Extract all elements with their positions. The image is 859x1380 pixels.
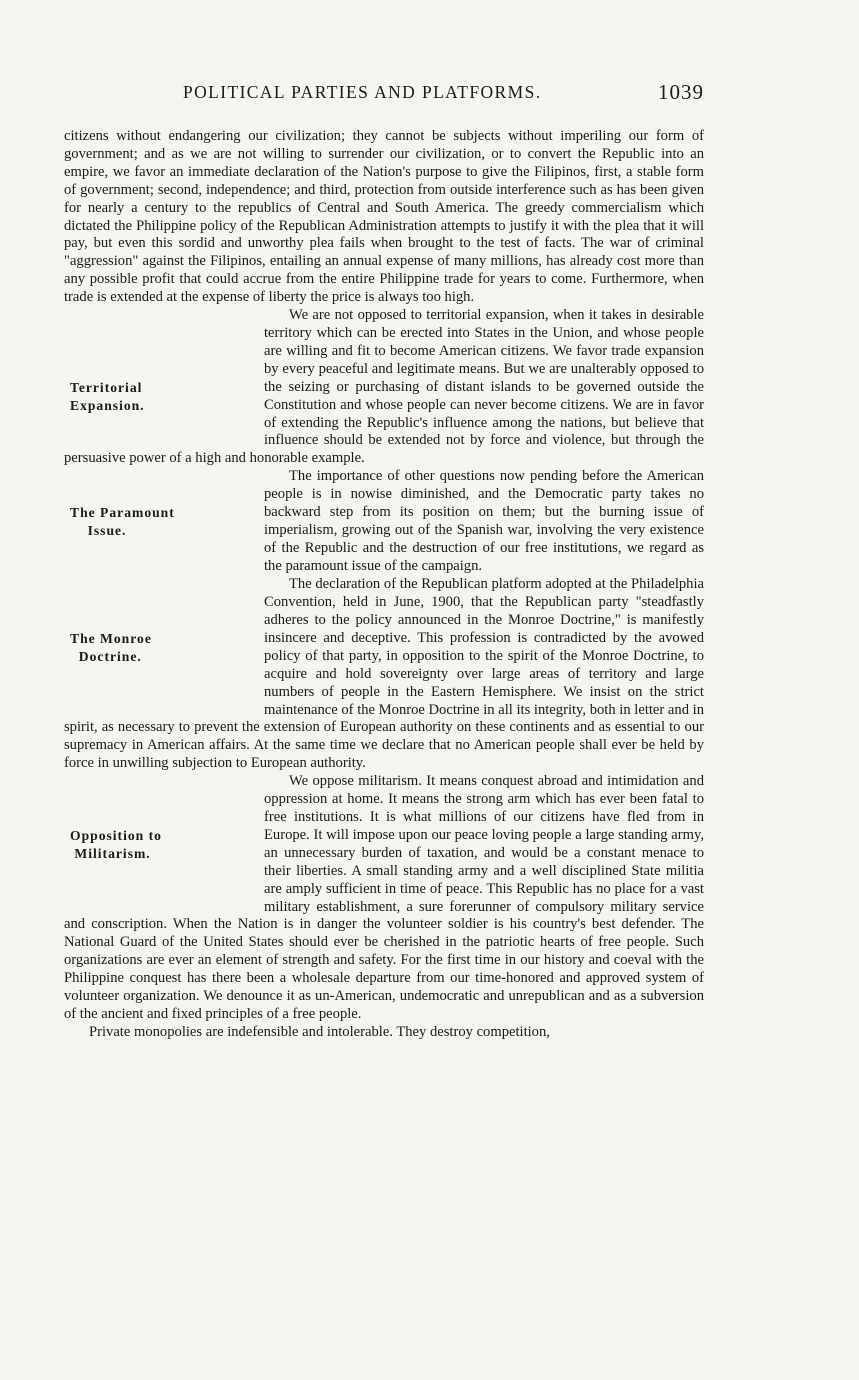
running-head: POLITICAL PARTIES AND PLATFORMS. xyxy=(183,82,542,102)
page-header xyxy=(68,80,704,110)
section-paramount-issue xyxy=(64,468,704,576)
section-monroe-doctrine xyxy=(64,576,704,773)
page-body xyxy=(64,128,704,1042)
margin-heading-militarism: Opposition to Militarism. xyxy=(70,828,162,862)
paragraph-monroe-doctrine: The declaration of the Republican platform adopted at the Philadelphia Convention, held in June, 1900, that the Republican party "steadfastly adheres to the policy announced in the Monroe Doctrine," is manifestly insincere and deceptive. This profession is contradicted by the avowed policy of that party, in opposition to the spirit of the Monroe Doctrine, to acquire and hold sovereignty over large areas of territory and large numbers of people in the Eastern Hemisphere. We insist on the strict maintenance of the Monroe Doctrine in all its integrity, both in letter and in spirit, as necessary to prevent the extension of European authority on these continents and as essential to our supremacy in American affairs. At the same time we declare that no American people shall ever be held by force in unwilling subjection to European authority. xyxy=(64,576,704,772)
page-number: 1039 xyxy=(658,80,704,104)
section-opposition-to-militarism xyxy=(64,773,704,1024)
margin-heading-paramount-issue: The Paramount Issue. xyxy=(70,505,175,539)
section-territorial-expansion xyxy=(64,307,704,468)
paragraph-militarism: We oppose militarism. It means conquest abroad and intimidation and oppression at home. It means the strong arm which has ever been fatal to free institutions. It is what millions of our citizens have fled from in Europe. It will impose upon our peace loving people a large standing army, an unnecessary burden of taxation, and would be a constant menace to their liberties. A small standing army and a well disciplined State militia are amply sufficient in time of peace. This Republic has no place for a vast military establishment, a sure forerunner of compulsory military service and conscription. When the Nation is in danger the volunteer soldier is his country's best defender. The National Guard of the United States should ever be cherished in the patriotic hearts of free people. Such organizations are ever an element of strength and safety. For the first time in our history and coeval with the Philippine conquest has there been a wholesale departure from our time-honored and approved system of volunteer organization. We denounce it as un-American, undemocratic and unrepublican and as a subversion of the ancient and fixed principles of a free people. xyxy=(64,773,704,1022)
paragraph-territorial-expansion: We are not opposed to territorial expansion, when it takes in desirable territory which can be erected into States in the Union, and whose people are willing and fit to become American citizens. We favor trade expansion by every peaceful and legitimate means. But we are unalterably opposed to the seizing or purchasing of distant islands to be governed outside the Constitution and whose people can never become citizens. We are in favor of extending the Republic's influence among the nations, but believe that influence should be extended not by force and violence, but through the persuasive power of a high and honorable example. xyxy=(64,307,704,467)
margin-heading-territorial-expansion: Territorial Expansion. xyxy=(70,380,145,414)
paragraph-paramount-issue: The importance of other questions now pending before the American people is in nowise diminished, and the Democratic party takes no backward step from its position on them; but the burning issue of imperialism, growing out of the Spanish war, involving the very existence of the Republic and the destruction of our free institutions, we regard as the paramount issue of the campaign. xyxy=(264,468,704,574)
paragraph-philippine-policy: citizens without endangering our civilization; they cannot be subjects without imperiling our form of government; and as we are not willing to surrender our civilization, or to convert the Republic into an empire, we favor an immediate declaration of the Nation's purpose to give the Filipinos, first, a stable form of government; second, independence; and third, protection from outside interference such as has been given for nearly a century to the republics of Central and South America. The greedy commercialism which dictated the Philippine policy of the Republican Administration attempts to justify it with the plea that it will pay, but even this sordid and unworthy plea fails when brought to the test of facts. The war of criminal "aggression" against the Filipinos, entailing an annual expense of many millions, has already cost more than any possible profit that could accrue from the entire Philippine trade for years to come. Furthermore, when trade is extended at the expense of liberty the price is always too high. xyxy=(64,128,704,306)
paragraph-private-monopolies: Private monopolies are indefensible and intolerable. They destroy competition, xyxy=(89,1023,550,1040)
margin-heading-monroe-doctrine: The Monroe Doctrine. xyxy=(70,631,152,665)
